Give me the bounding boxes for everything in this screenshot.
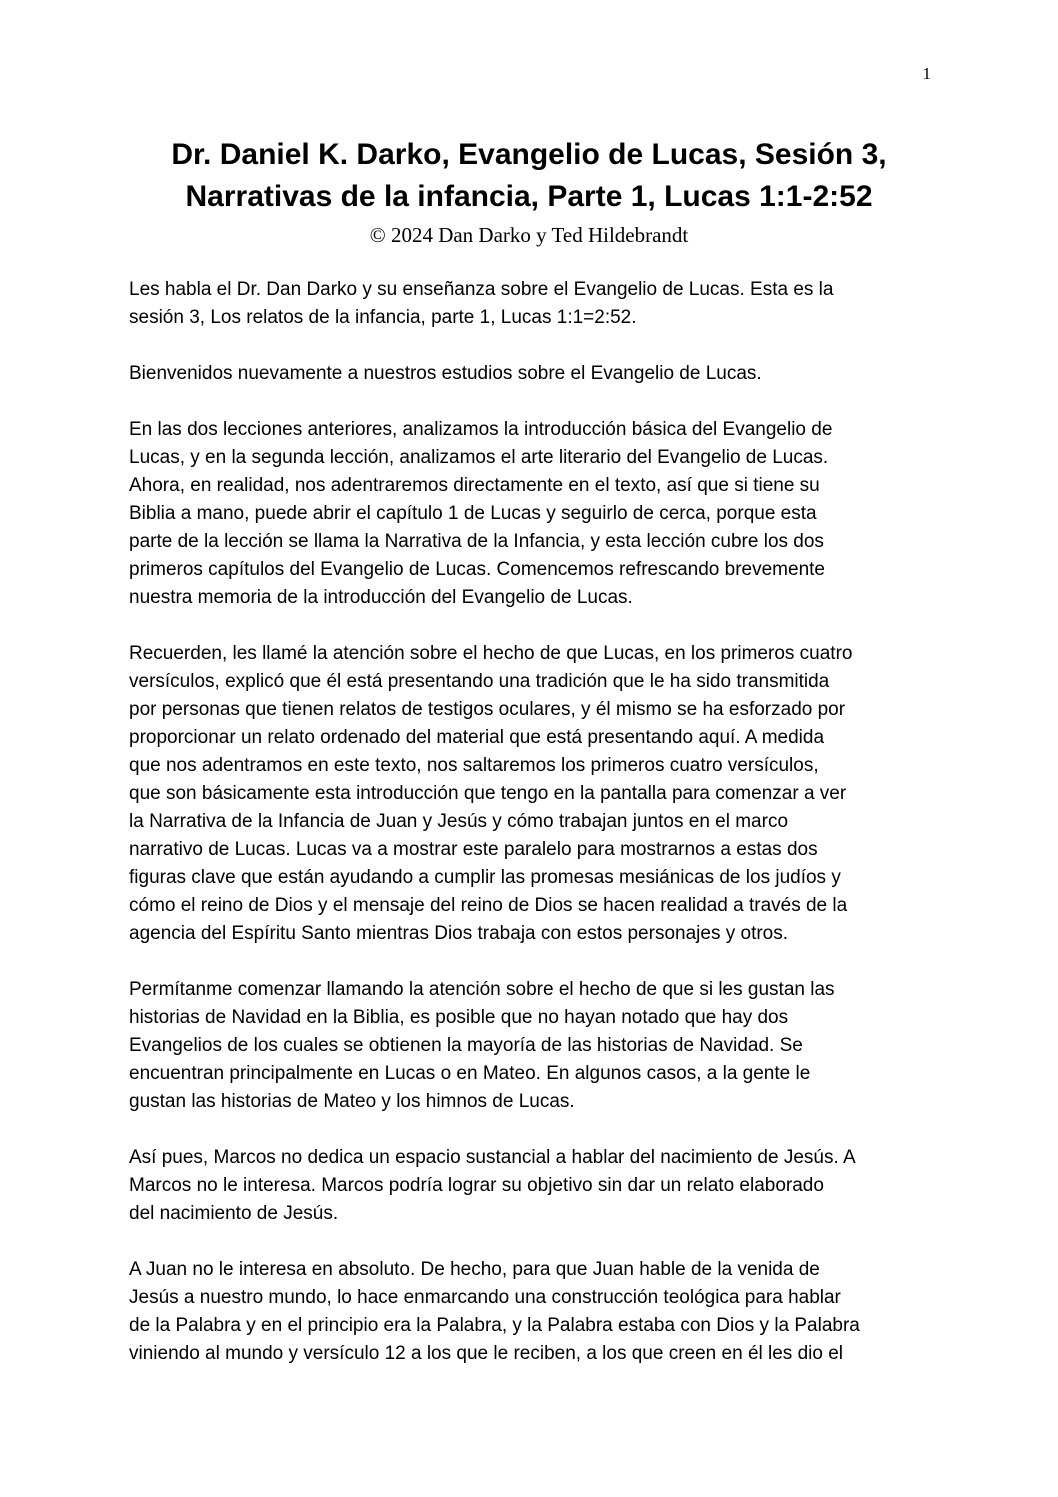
- paragraph: Les habla el Dr. Dan Darko y su enseñanza sobre el Evangelio de Lucas. Esta es la sesión 3, Los relatos de la infancia, parte 1, Lucas 1:1=2:52.: [129, 279, 834, 328]
- paragraph: Bienvenidos nuevamente a nuestros estudios sobre el Evangelio de Lucas.: [129, 363, 762, 384]
- paragraph: Permítanme comenzar llamando la atención sobre el hecho de que si les gustan las historias de Navidad en la Biblia, es posible que no hayan notado que hay dos Evangelios de los cuales se obtienen la mayoría de las historias de Navidad. Se encuentran principalmente en Lucas o en Mateo. En algunos casos, a la gente le gustan las historias de Mateo y los himnos de Lucas.: [129, 979, 835, 1112]
- paragraph: En las dos lecciones anteriores, analizamos la introducción básica del Evangelio de Lucas, y en la segunda lección, analizamos el arte literario del Evangelio de Lucas. Ahora, en realidad, nos adentraremos directamente en el texto, así que si tiene su Biblia a mano, puede abrir el capítulo 1 de Lucas y seguirlo de cerca, porque esta parte de la lección se llama la Narrativa de la Infancia, y esta lección cubre los dos primeros capítulos del Evangelio de Lucas. Comencemos refrescando brevemente nuestra memoria de la introducción del Evangelio de Lucas.: [129, 419, 833, 608]
- document-body: [129, 276, 935, 1396]
- paragraph: A Juan no le interesa en absoluto. De hecho, para que Juan hable de la venida de Jesús a nuestro mundo, lo hace enmarcando una construcción teológica para hablar de la Palabra y en el principio era la Palabra, y la Palabra estaba con Dios y la Palabra viniendo al mundo y versículo 12 a los que le reciben, a los que creen en él les dio el: [129, 1259, 860, 1364]
- paragraph: Recuerden, les llamé la atención sobre el hecho de que Lucas, en los primeros cuatro versículos, explicó que él está presentando una tradición que le ha sido transmitida por personas que tienen relatos de testigos oculares, y él mismo se ha esforzado por proporcionar un relato ordenado del material que está presentando aquí. A medida que nos adentramos en este texto, nos saltaremos los primeros cuatro versículos, que son básicamente esta introducción que tengo en la pantalla para comenzar a ver la Narrativa de la Infancia de Juan y Jesús y cómo trabajan juntos en el marco narrativo de Lucas. Lucas va a mostrar este paralelo para mostrarnos a estas dos figuras clave que están ayudando a cumplir las promesas mesiánicas de los judíos y cómo el reino de Dios y el mensaje del reino de Dios se hacen realidad a través de la agencia del Espíritu Santo mientras Dios trabaja con estos personajes y otros.: [129, 643, 853, 944]
- paragraph: Así pues, Marcos no dedica un espacio sustancial a hablar del nacimiento de Jesús. A Marcos no le interesa. Marcos podría lograr su objetivo sin dar un relato elaborado del nacimiento de Jesús.: [129, 1147, 856, 1224]
- copyright-line: © 2024 Dan Darko y Ted Hildebrandt: [369, 223, 689, 247]
- document-title: Dr. Daniel K. Darko, Evangelio de Lucas, Sesión 3, Narrativas de la infancia, Parte 1, Lucas 1:1-2:52: [171, 138, 887, 213]
- page-number: 1: [922, 64, 931, 83]
